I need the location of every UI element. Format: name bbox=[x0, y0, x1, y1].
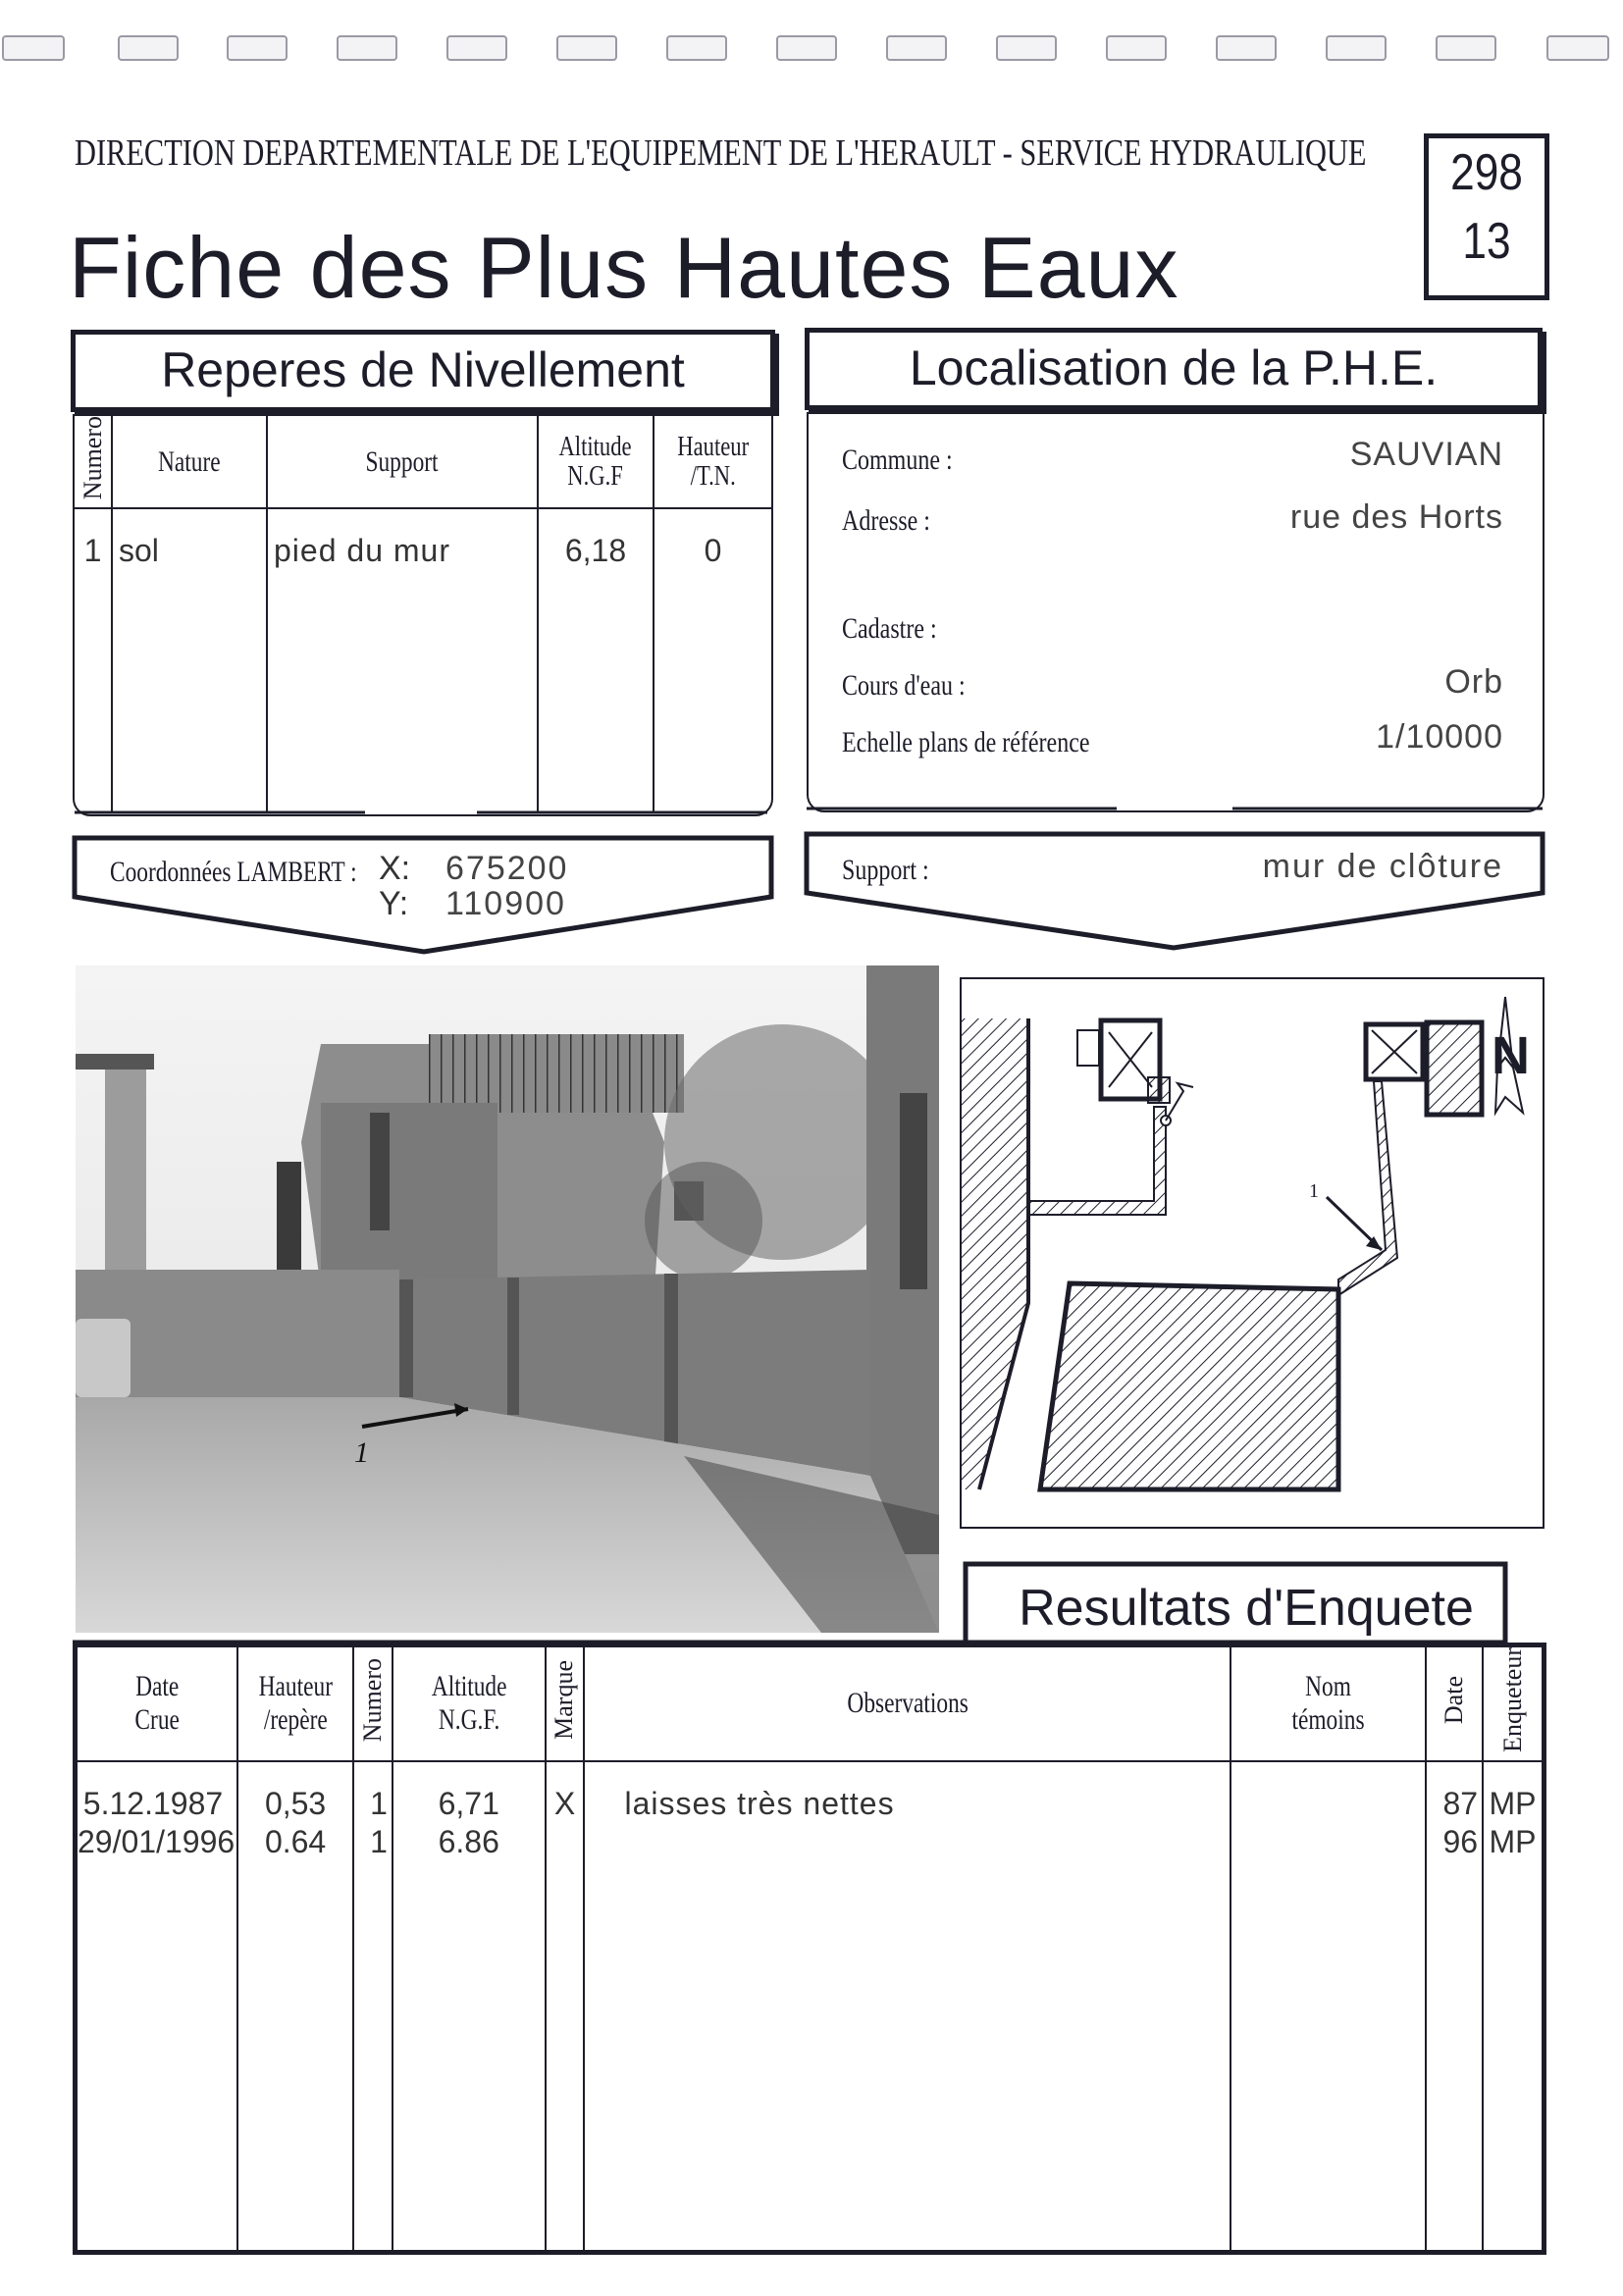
photo-marker-label: 1 bbox=[354, 1436, 369, 1469]
adresse-label: Adresse : bbox=[842, 504, 930, 537]
y-value: 110900 bbox=[445, 885, 566, 922]
col-marque: Marque bbox=[546, 1647, 585, 1761]
cours-value: Orb bbox=[1444, 663, 1503, 701]
row-numero: 1 bbox=[75, 508, 112, 812]
result-cell: 0,53 0.64 bbox=[237, 1761, 353, 2250]
coordinates-label: Coordonnées LAMBERT : bbox=[110, 856, 357, 888]
col-hauteur-repere: Hauteur /repère bbox=[237, 1647, 353, 1761]
col-nom-temoins: Nom témoins bbox=[1230, 1647, 1426, 1761]
col-support: Support bbox=[267, 416, 538, 508]
agency-line: DIRECTION DEPARTEMENTALE DE L'EQUIPEMENT DE L'HERAULT - SERVICE HYDRAULIQUE bbox=[75, 132, 1367, 174]
x-label: X: bbox=[379, 850, 411, 887]
col-observations: Observations bbox=[584, 1647, 1230, 1761]
row-hauteur: 0 bbox=[704, 533, 722, 569]
result-cell: 87 96 bbox=[1426, 1761, 1483, 2250]
echelle-value: 1/10000 bbox=[1376, 718, 1503, 756]
result-cell: X bbox=[546, 1761, 585, 2250]
localisation-header: Localisation de la P.H.E. bbox=[805, 328, 1543, 410]
col-altitude: Altitude N.G.F bbox=[538, 416, 654, 508]
support-label: Support : bbox=[842, 854, 929, 886]
echelle-label: Echelle plans de référence bbox=[842, 726, 1090, 758]
adresse-value: rue des Horts bbox=[1289, 498, 1503, 536]
map-marker-label: 1 bbox=[1309, 1180, 1319, 1202]
result-cell: MP MP bbox=[1489, 1785, 1537, 1859]
col-nature: Nature bbox=[112, 416, 267, 508]
col-numero: Numero bbox=[75, 416, 112, 508]
col-date-crue: Date Crue bbox=[78, 1647, 237, 1761]
row-nature: sol bbox=[112, 508, 267, 812]
fiche-number-box bbox=[1424, 133, 1549, 300]
col-enqueteur: Enqueteur bbox=[1483, 1647, 1542, 1761]
result-cell: 5.12.1987 29/01/1996 bbox=[78, 1761, 237, 2250]
commune-label: Commune : bbox=[842, 444, 953, 476]
x-value: 675200 bbox=[445, 850, 569, 887]
cours-label: Cours d'eau : bbox=[842, 669, 966, 702]
y-label: Y: bbox=[379, 885, 409, 922]
result-cell: laisses très nettes bbox=[584, 1761, 1230, 2250]
location-map bbox=[960, 977, 1544, 1529]
result-cell: 1 1 bbox=[353, 1761, 393, 2250]
page-title: Fiche des Plus Hautes Eaux bbox=[69, 219, 1179, 316]
fiche-number: 298 bbox=[1450, 144, 1523, 201]
fiche-sub-number: 13 bbox=[1462, 213, 1511, 270]
reperes-header: Reperes de Nivellement bbox=[71, 330, 775, 412]
site-photo bbox=[76, 965, 939, 1633]
resultats-header: Resultats d'Enquete bbox=[1019, 1580, 1474, 1637]
resultats-table bbox=[78, 1647, 1542, 2250]
col-altitude-ngf: Altitude N.G.F. bbox=[393, 1647, 546, 1761]
cadastre-label: Cadastre : bbox=[842, 612, 937, 645]
row-support: pied du mur bbox=[267, 508, 538, 812]
support-value: mur de clôture bbox=[1262, 848, 1503, 885]
result-cell: 6,71 6.86 bbox=[393, 1761, 546, 2250]
row-altitude: 6,18 bbox=[538, 508, 654, 812]
table-row bbox=[78, 1761, 1542, 2250]
result-cell bbox=[1230, 1761, 1426, 2250]
col-numero: Numero bbox=[353, 1647, 393, 1761]
table-row bbox=[75, 508, 771, 812]
commune-value: SAUVIAN bbox=[1349, 436, 1503, 473]
reperes-table bbox=[75, 416, 771, 812]
north-label: N bbox=[1492, 1026, 1530, 1085]
col-date: Date bbox=[1426, 1647, 1483, 1761]
col-hauteur: Hauteur /T.N. bbox=[654, 416, 771, 508]
